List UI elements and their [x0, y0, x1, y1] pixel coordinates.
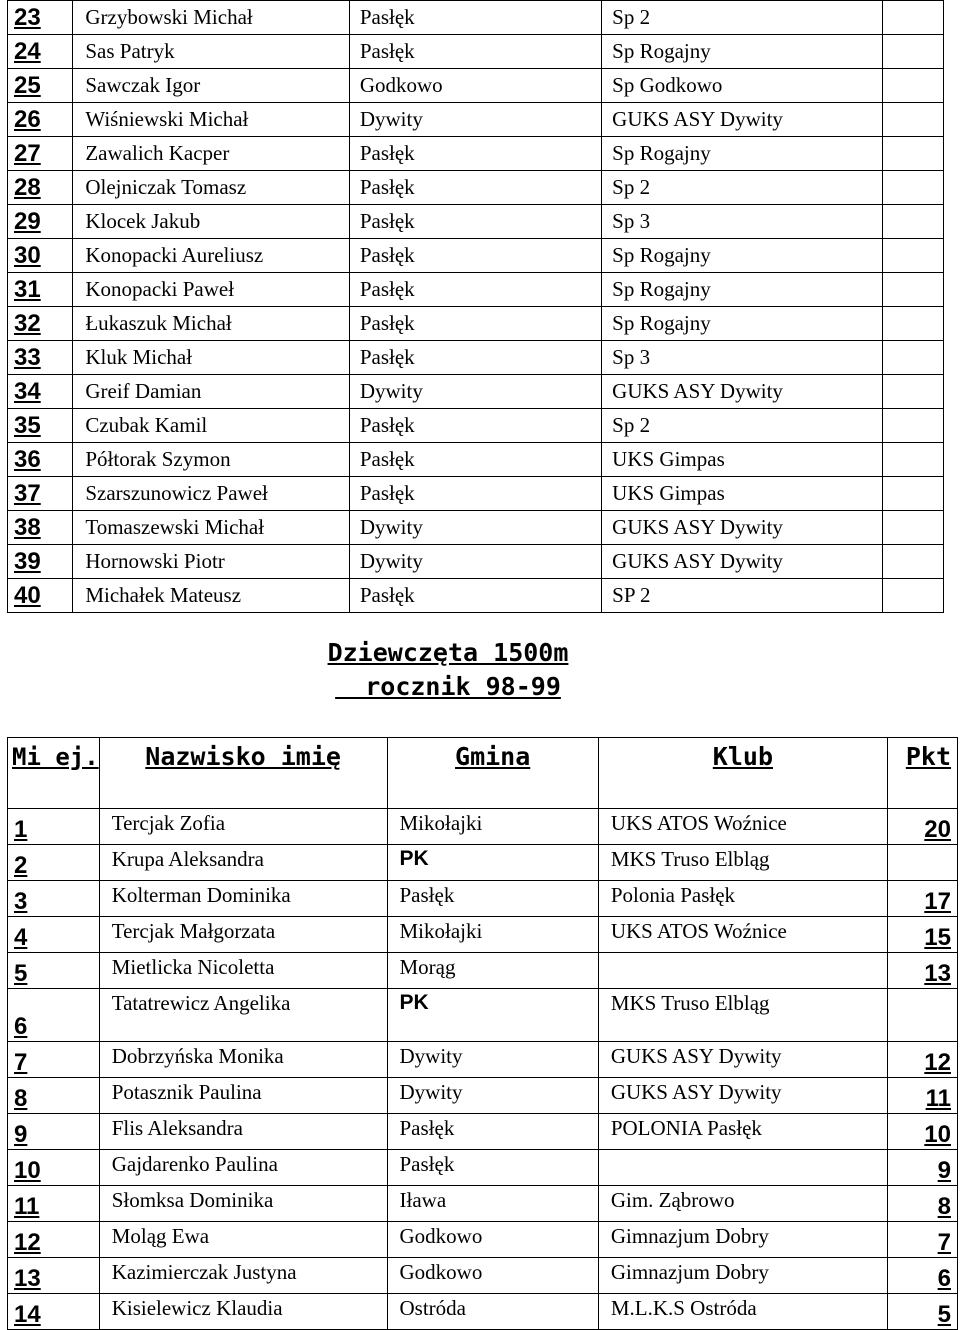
name-cell: Tomaszewski Michał	[73, 511, 349, 545]
name-cell: Kluk Michał	[73, 341, 349, 375]
table-row	[8, 845, 958, 881]
results-table-boys	[7, 0, 944, 613]
place-cell: 13	[8, 1258, 100, 1294]
name-cell: Moląg Ewa	[99, 1222, 387, 1258]
table-row	[8, 1042, 958, 1078]
gmina-cell: Pasłęk	[349, 239, 601, 273]
name-cell: Zawalich Kacper	[73, 137, 349, 171]
place-cell: 23	[8, 1, 73, 35]
place-cell: 39	[8, 545, 73, 579]
name-cell: Olejniczak Tomasz	[73, 171, 349, 205]
place-cell: 6	[8, 989, 100, 1042]
pkt-cell: 17	[888, 881, 958, 917]
table-header-row	[8, 738, 958, 809]
table-row	[8, 205, 944, 239]
pkt-cell: 6	[888, 1258, 958, 1294]
pkt-cell	[882, 205, 943, 239]
place-cell: 4	[8, 917, 100, 953]
name-cell: Tatatrewicz Angelika	[99, 989, 387, 1042]
name-cell: Konopacki Paweł	[73, 273, 349, 307]
table-row	[8, 545, 944, 579]
klub-cell: UKS ATOS Woźnice	[598, 917, 887, 953]
gmina-cell: Ostróda	[387, 1294, 598, 1330]
klub-cell: Sp Rogajny	[602, 239, 882, 273]
gmina-cell: Pasłęk	[349, 341, 601, 375]
table-row	[8, 1078, 958, 1114]
name-cell: Krupa Aleksandra	[99, 845, 387, 881]
table-row	[8, 443, 944, 477]
header-place-label: Mi ej.	[12, 743, 99, 771]
place-cell: 35	[8, 409, 73, 443]
name-cell: Michałek Mateusz	[73, 579, 349, 613]
gmina-cell: Iława	[387, 1186, 598, 1222]
table-row	[8, 579, 944, 613]
pkt-cell	[882, 103, 943, 137]
klub-cell: POLONIA Pasłęk	[598, 1114, 887, 1150]
table-row	[8, 1222, 958, 1258]
table-row	[8, 375, 944, 409]
name-cell: Czubak Kamil	[73, 409, 349, 443]
klub-cell: GUKS ASY Dywity	[602, 545, 882, 579]
klub-cell: Sp Godkowo	[602, 69, 882, 103]
klub-cell: UKS Gimpas	[602, 443, 882, 477]
gmina-cell: Dywity	[349, 375, 601, 409]
place-cell: 37	[8, 477, 73, 511]
gmina-cell: Pasłęk	[349, 307, 601, 341]
name-cell: Kazimierczak Justyna	[99, 1258, 387, 1294]
table-row	[8, 953, 958, 989]
results-table-girls	[7, 737, 958, 1330]
klub-cell: GUKS ASY Dywity	[598, 1078, 887, 1114]
place-cell: 36	[8, 443, 73, 477]
place-cell: 9	[8, 1114, 100, 1150]
pkt-cell: 9	[888, 1150, 958, 1186]
pkt-cell	[882, 545, 943, 579]
gmina-cell: Pasłęk	[349, 443, 601, 477]
name-cell: Konopacki Aureliusz	[73, 239, 349, 273]
gmina-cell: Mikołajki	[387, 917, 598, 953]
pkt-cell	[882, 511, 943, 545]
pkt-cell: 11	[888, 1078, 958, 1114]
results-table-boys-body	[8, 1, 944, 613]
place-cell: 2	[8, 845, 100, 881]
klub-cell: Sp 3	[602, 205, 882, 239]
gmina-cell: Dywity	[349, 511, 601, 545]
table-row	[8, 917, 958, 953]
section-subtitle: rocznik 98-99	[335, 672, 561, 701]
place-cell: 7	[8, 1042, 100, 1078]
pkt-cell: 15	[888, 917, 958, 953]
klub-cell: UKS ATOS Woźnice	[598, 809, 887, 845]
klub-cell: MKS Truso Elbląg	[598, 989, 887, 1042]
table-row	[8, 35, 944, 69]
pkt-cell	[882, 273, 943, 307]
place-cell: 30	[8, 239, 73, 273]
place-cell: 8	[8, 1078, 100, 1114]
place-cell: 24	[8, 35, 73, 69]
pkt-cell: 5	[888, 1294, 958, 1330]
pkt-cell	[882, 341, 943, 375]
name-cell: Kisielewicz Klaudia	[99, 1294, 387, 1330]
pkt-cell: 13	[888, 953, 958, 989]
table-row	[8, 989, 958, 1042]
gmina-cell: Pasłęk	[349, 579, 601, 613]
table-row	[8, 477, 944, 511]
table-row	[8, 307, 944, 341]
klub-cell: Sp 3	[602, 341, 882, 375]
klub-cell: Gimnazjum Dobry	[598, 1258, 887, 1294]
gmina-cell: Godkowo	[387, 1222, 598, 1258]
pkt-cell	[888, 989, 958, 1042]
name-cell: Sas Patryk	[73, 35, 349, 69]
gmina-cell: Pasłęk	[349, 1, 601, 35]
gmina-cell: PK	[387, 989, 598, 1042]
gmina-cell: Pasłęk	[349, 205, 601, 239]
name-cell: Klocek Jakub	[73, 205, 349, 239]
name-cell: Półtorak Szymon	[73, 443, 349, 477]
name-cell: Dobrzyńska Monika	[99, 1042, 387, 1078]
pkt-cell	[888, 845, 958, 881]
table-row	[8, 273, 944, 307]
klub-cell: Sp 2	[602, 409, 882, 443]
gmina-cell: Godkowo	[349, 69, 601, 103]
klub-cell: GUKS ASY Dywity	[602, 375, 882, 409]
klub-cell: GUKS ASY Dywity	[602, 103, 882, 137]
pkt-cell	[882, 409, 943, 443]
table-row	[8, 409, 944, 443]
klub-cell: Sp 2	[602, 171, 882, 205]
place-cell: 11	[8, 1186, 100, 1222]
header-gmina: Gmina	[387, 738, 598, 809]
place-cell: 3	[8, 881, 100, 917]
pkt-cell: 7	[888, 1222, 958, 1258]
table-row	[8, 1294, 958, 1330]
header-name: Nazwisko imię	[99, 738, 387, 809]
table-row	[8, 1114, 958, 1150]
gmina-cell: Pasłęk	[387, 881, 598, 917]
klub-cell: M.L.K.S Ostróda	[598, 1294, 887, 1330]
gmina-cell: Pasłęk	[349, 171, 601, 205]
klub-cell: MKS Truso Elbląg	[598, 845, 887, 881]
place-cell: 12	[8, 1222, 100, 1258]
pkt-cell	[882, 443, 943, 477]
klub-cell: Sp Rogajny	[602, 137, 882, 171]
gmina-cell: Pasłęk	[387, 1150, 598, 1186]
pkt-cell	[882, 579, 943, 613]
gmina-cell: Dywity	[387, 1078, 598, 1114]
place-cell: 5	[8, 953, 100, 989]
pkt-cell	[882, 137, 943, 171]
table-row	[8, 1150, 958, 1186]
klub-cell: GUKS ASY Dywity	[602, 511, 882, 545]
table-row	[8, 103, 944, 137]
klub-cell: Sp Rogajny	[602, 35, 882, 69]
table-row	[8, 1186, 958, 1222]
table-row	[8, 1258, 958, 1294]
gmina-cell: Dywity	[387, 1042, 598, 1078]
place-cell: 31	[8, 273, 73, 307]
pkt-cell	[882, 375, 943, 409]
name-cell: Tercjak Zofia	[99, 809, 387, 845]
pkt-cell	[882, 1, 943, 35]
pkt-cell: 10	[888, 1114, 958, 1150]
klub-cell: Sp 2	[602, 1, 882, 35]
gmina-cell: Morąg	[387, 953, 598, 989]
table-row	[8, 881, 958, 917]
name-cell: Hornowski Piotr	[73, 545, 349, 579]
klub-cell: Gim. Ząbrowo	[598, 1186, 887, 1222]
gmina-cell: Pasłęk	[349, 137, 601, 171]
name-cell: Gajdarenko Paulina	[99, 1150, 387, 1186]
gmina-cell: Pasłęk	[349, 477, 601, 511]
gmina-cell: Pasłęk	[349, 273, 601, 307]
place-cell: 28	[8, 171, 73, 205]
name-cell: Grzybowski Michał	[73, 1, 349, 35]
place-cell: 33	[8, 341, 73, 375]
place-cell: 1	[8, 809, 100, 845]
name-cell: Potasznik Paulina	[99, 1078, 387, 1114]
table-row	[8, 341, 944, 375]
pkt-cell	[882, 35, 943, 69]
klub-cell: Polonia Pasłęk	[598, 881, 887, 917]
header-pkt: Pkt	[888, 738, 958, 809]
place-cell: 10	[8, 1150, 100, 1186]
name-cell: Łukaszuk Michał	[73, 307, 349, 341]
name-cell: Greif Damian	[73, 375, 349, 409]
place-cell: 40	[8, 579, 73, 613]
gmina-cell: Pasłęk	[349, 409, 601, 443]
place-cell: 27	[8, 137, 73, 171]
gmina-cell: Pasłęk	[349, 35, 601, 69]
place-cell: 34	[8, 375, 73, 409]
gmina-cell: PK	[387, 845, 598, 881]
name-cell: Kolterman Dominika	[99, 881, 387, 917]
name-cell: Mietlicka Nicoletta	[99, 953, 387, 989]
results-table-girls-body	[8, 738, 958, 1330]
pkt-cell	[882, 239, 943, 273]
place-cell: 14	[8, 1294, 100, 1330]
gmina-cell: Pasłęk	[387, 1114, 598, 1150]
table-row	[8, 1, 944, 35]
name-cell: Flis Aleksandra	[99, 1114, 387, 1150]
name-cell: Szarszunowicz Paweł	[73, 477, 349, 511]
table-row	[8, 171, 944, 205]
place-cell: 38	[8, 511, 73, 545]
header-place	[8, 738, 100, 809]
pkt-cell: 12	[888, 1042, 958, 1078]
gmina-cell: Mikołajki	[387, 809, 598, 845]
pkt-cell	[882, 171, 943, 205]
klub-cell	[598, 953, 887, 989]
klub-cell: Gimnazjum Dobry	[598, 1222, 887, 1258]
table-row	[8, 137, 944, 171]
klub-cell: Sp Rogajny	[602, 273, 882, 307]
gmina-cell: Dywity	[349, 545, 601, 579]
gmina-cell: Godkowo	[387, 1258, 598, 1294]
pkt-cell	[882, 69, 943, 103]
klub-cell: Sp Rogajny	[602, 307, 882, 341]
name-cell: Wiśniewski Michał	[73, 103, 349, 137]
place-cell: 29	[8, 205, 73, 239]
klub-cell	[598, 1150, 887, 1186]
pkt-cell: 8	[888, 1186, 958, 1222]
pkt-cell: 20	[888, 809, 958, 845]
header-klub: Klub	[598, 738, 887, 809]
klub-cell: SP 2	[602, 579, 882, 613]
table-row	[8, 69, 944, 103]
place-cell: 25	[8, 69, 73, 103]
section-title: Dziewczęta 1500m	[327, 638, 569, 667]
table-row	[8, 239, 944, 273]
table-row	[8, 809, 958, 845]
pkt-cell	[882, 307, 943, 341]
klub-cell: GUKS ASY Dywity	[598, 1042, 887, 1078]
gmina-cell: Dywity	[349, 103, 601, 137]
table-row	[8, 511, 944, 545]
pkt-cell	[882, 477, 943, 511]
place-cell: 32	[8, 307, 73, 341]
name-cell: Tercjak Małgorzata	[99, 917, 387, 953]
name-cell: Sawczak Igor	[73, 69, 349, 103]
place-cell: 26	[8, 103, 73, 137]
klub-cell: UKS Gimpas	[602, 477, 882, 511]
name-cell: Słomksa Dominika	[99, 1186, 387, 1222]
